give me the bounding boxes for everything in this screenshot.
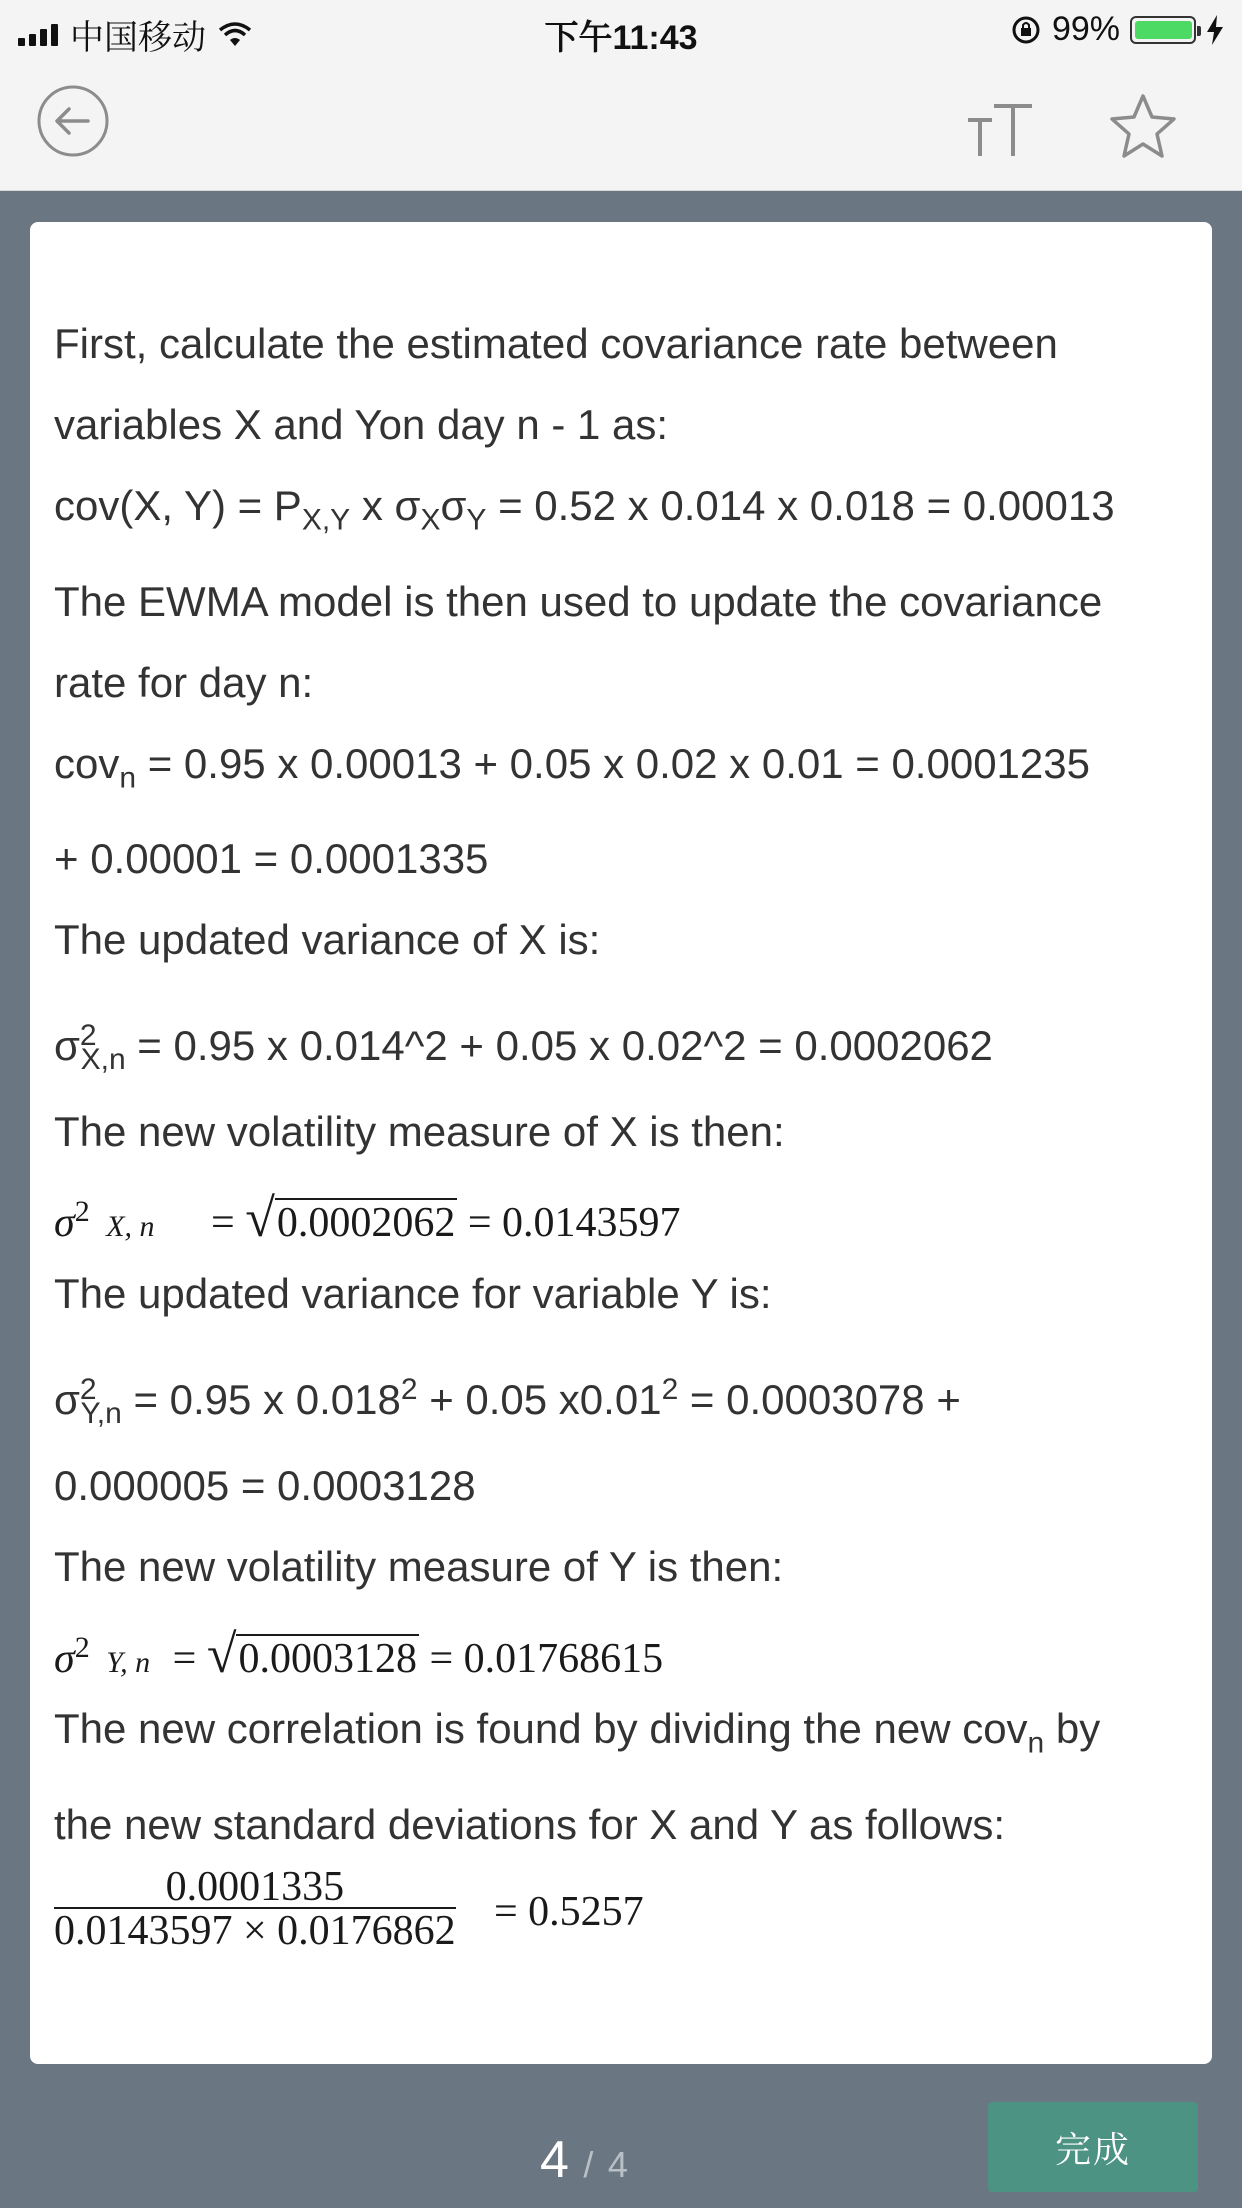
paragraph: variables X and Yon day n - 1 as: — [54, 401, 669, 448]
nav-bar — [0, 62, 1242, 191]
equation-cov-n-cont: + 0.00001 = 0.0001335 — [54, 835, 489, 882]
paragraph: the new standard deviations for X and Y as follows: — [54, 1801, 1006, 1848]
paragraph: rate for day n: — [54, 659, 314, 706]
battery-percent: 99% — [1051, 10, 1120, 48]
status-bar — [0, 0, 1242, 62]
correlation-result: = 0.5257 — [494, 1889, 644, 1935]
status-right — [1010, 10, 1224, 49]
charging-icon — [1206, 15, 1224, 45]
page-total: 4 — [607, 2144, 628, 2185]
equation-volatility-y: $\sigma^2$ Y, n = √0.0003128 = 0.01768615 — [54, 1624, 664, 1684]
equation-cov-n: cov$_n$ = 0.95 x 0.00013 + 0.05 x 0.02 x 0.01 = 0.0001235 — [54, 740, 1090, 795]
equation-volatility-x: $\sigma^2$ X, n = √0.0002062 = 0.0143597 — [54, 1188, 681, 1248]
battery-icon — [1130, 16, 1196, 44]
star-outline-icon[interactable] — [1108, 92, 1178, 162]
paragraph: The updated variance of X is: — [54, 916, 601, 963]
page-indicator — [540, 2130, 628, 2190]
correlation-fraction — [54, 1864, 456, 1954]
paragraph: The new volatility measure of Y is then: — [54, 1543, 784, 1590]
paragraph: First, calculate the estimated covariance rate between — [54, 320, 1058, 367]
page-separator: / — [583, 2144, 594, 2185]
paragraph: The updated variance for variable Y is: — [54, 1270, 772, 1317]
answer-card — [30, 222, 1212, 2064]
rotation-lock-icon — [1010, 14, 1042, 46]
paragraph: The new volatility measure of X is then: — [54, 1108, 785, 1155]
paragraph: The EWMA model is then used to update the covariance — [54, 578, 1103, 625]
clock: 下午11:43 — [544, 19, 698, 57]
equation-variance-x: $\sigma^2_{X,n} = 0.95$ x 0.014^2 + 0.05 x 0.02^2 = 0.0002062 — [54, 1019, 993, 1077]
done-button[interactable]: 完成 — [988, 2102, 1198, 2192]
fraction-denominator: 0.0143597 × 0.0176862 — [54, 1908, 456, 1954]
fraction-numerator: 0.0001335 — [54, 1867, 456, 1909]
carrier-label: 中国移动 — [70, 19, 206, 57]
page-current: 4 — [540, 2131, 569, 2189]
equation-variance-y: $\sigma^2_{Y,n} = 0.95$ x $0.018^2 + 0.05$ $x0.01^2 = 0.0003078$ + — [54, 1373, 961, 1431]
paragraph: The new correlation is found by dividing the new cov$_n$ by — [54, 1705, 1101, 1760]
font-size-icon[interactable] — [966, 100, 1036, 160]
equation-variance-y-cont: 0.000005 = 0.0003128 — [54, 1462, 476, 1509]
back-arrow-icon[interactable] — [36, 84, 110, 158]
equation-covariance: cov(X, $Y) = P_{X,Y}$ x $\sigma_X\sigma_Y = 0.52$ x 0.014 x 0.018 = 0.00013 — [54, 482, 1115, 537]
